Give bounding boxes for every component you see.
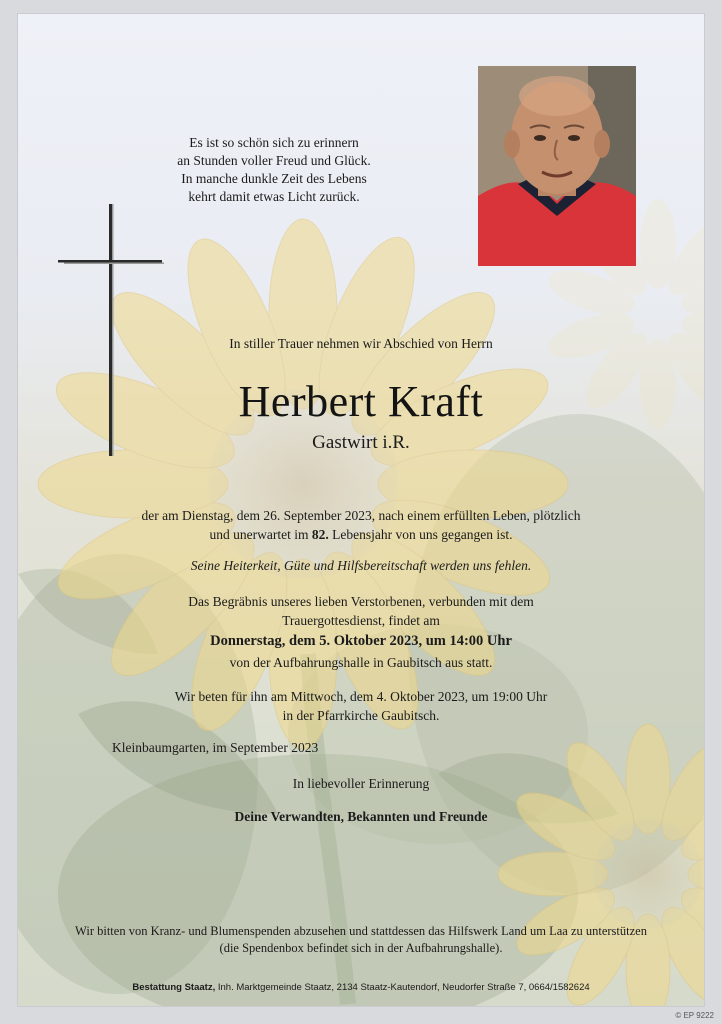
death-notice (18, 506, 704, 544)
footer-details: Inh. Marktgemeinde Staatz, 2134 Staatz-Kautendorf, Neudorfer Straße 7, 0664/1582624 (215, 982, 590, 993)
donation-note (18, 923, 704, 957)
signed-by: Deine Verwandten, Bekannten und Freunde (234, 809, 488, 824)
death-notice-line: der am Dienstag, dem 26. September 2023, nach einem erfüllten Leben, plötzlich (141, 508, 581, 523)
age: 82. (311, 527, 329, 542)
deceased-title: Gastwirt i.R. (312, 432, 410, 453)
memory-text: In liebevoller Erinnerung (292, 776, 430, 791)
funeral-info (18, 592, 704, 672)
footer-company: Bestattung Staatz, (132, 982, 216, 993)
poem-line: Es ist so schön sich zu erinnern (189, 135, 359, 150)
obituary-sheet (18, 14, 704, 1006)
prayer-info (18, 687, 704, 725)
prayer-line: Wir beten für ihn am Mittwoch, dem 4. Oktober 2023, um 19:00 Uhr (174, 689, 548, 704)
tribute-text: Seine Heiterkeit, Güte und Hilfsbereitschaft werden uns fehlen. (190, 558, 532, 573)
poem-line: kehrt damit etwas Licht zurück. (188, 189, 360, 204)
funeral-line: von der Aufbahrungshalle in Gaubitsch aus statt. (229, 655, 493, 670)
funeral-line: Trauergottesdienst, findet am (282, 613, 440, 628)
funeral-date: Donnerstag, dem 5. Oktober 2023, um 14:00 Uhr (210, 633, 512, 649)
donation-line: (die Spendenbox befindet sich in der Aufbahrungshalle). (219, 941, 503, 955)
prayer-line: in der Pfarrkirche Gaubitsch. (282, 708, 440, 723)
poem-line: an Stunden voller Freud und Glück. (177, 153, 371, 168)
place-date: Kleinbaumgarten, im September 2023 (112, 740, 319, 755)
footer (18, 982, 704, 993)
death-notice-post: Lebensjahr von uns gegangen ist. (328, 527, 513, 542)
poem-line: In manche dunkle Zeit des Lebens (181, 171, 367, 186)
donation-line: Wir bitten von Kranz- und Blumenspenden abzusehen und stattdessen das Hilfswerk Land um Laa zu unterstützen (75, 924, 647, 938)
deceased-name: Herbert Kraft (238, 377, 484, 426)
death-notice-line (18, 525, 704, 544)
intro-text: In stiller Trauer nehmen wir Abschied von Herrn (229, 336, 493, 351)
death-notice-pre: und unerwartet im (209, 527, 312, 542)
corner-code: © EP 9222 (675, 1011, 714, 1020)
funeral-line: Das Begräbnis unseres lieben Verstorbenen, verbunden mit dem (188, 594, 534, 609)
poem (18, 134, 617, 206)
